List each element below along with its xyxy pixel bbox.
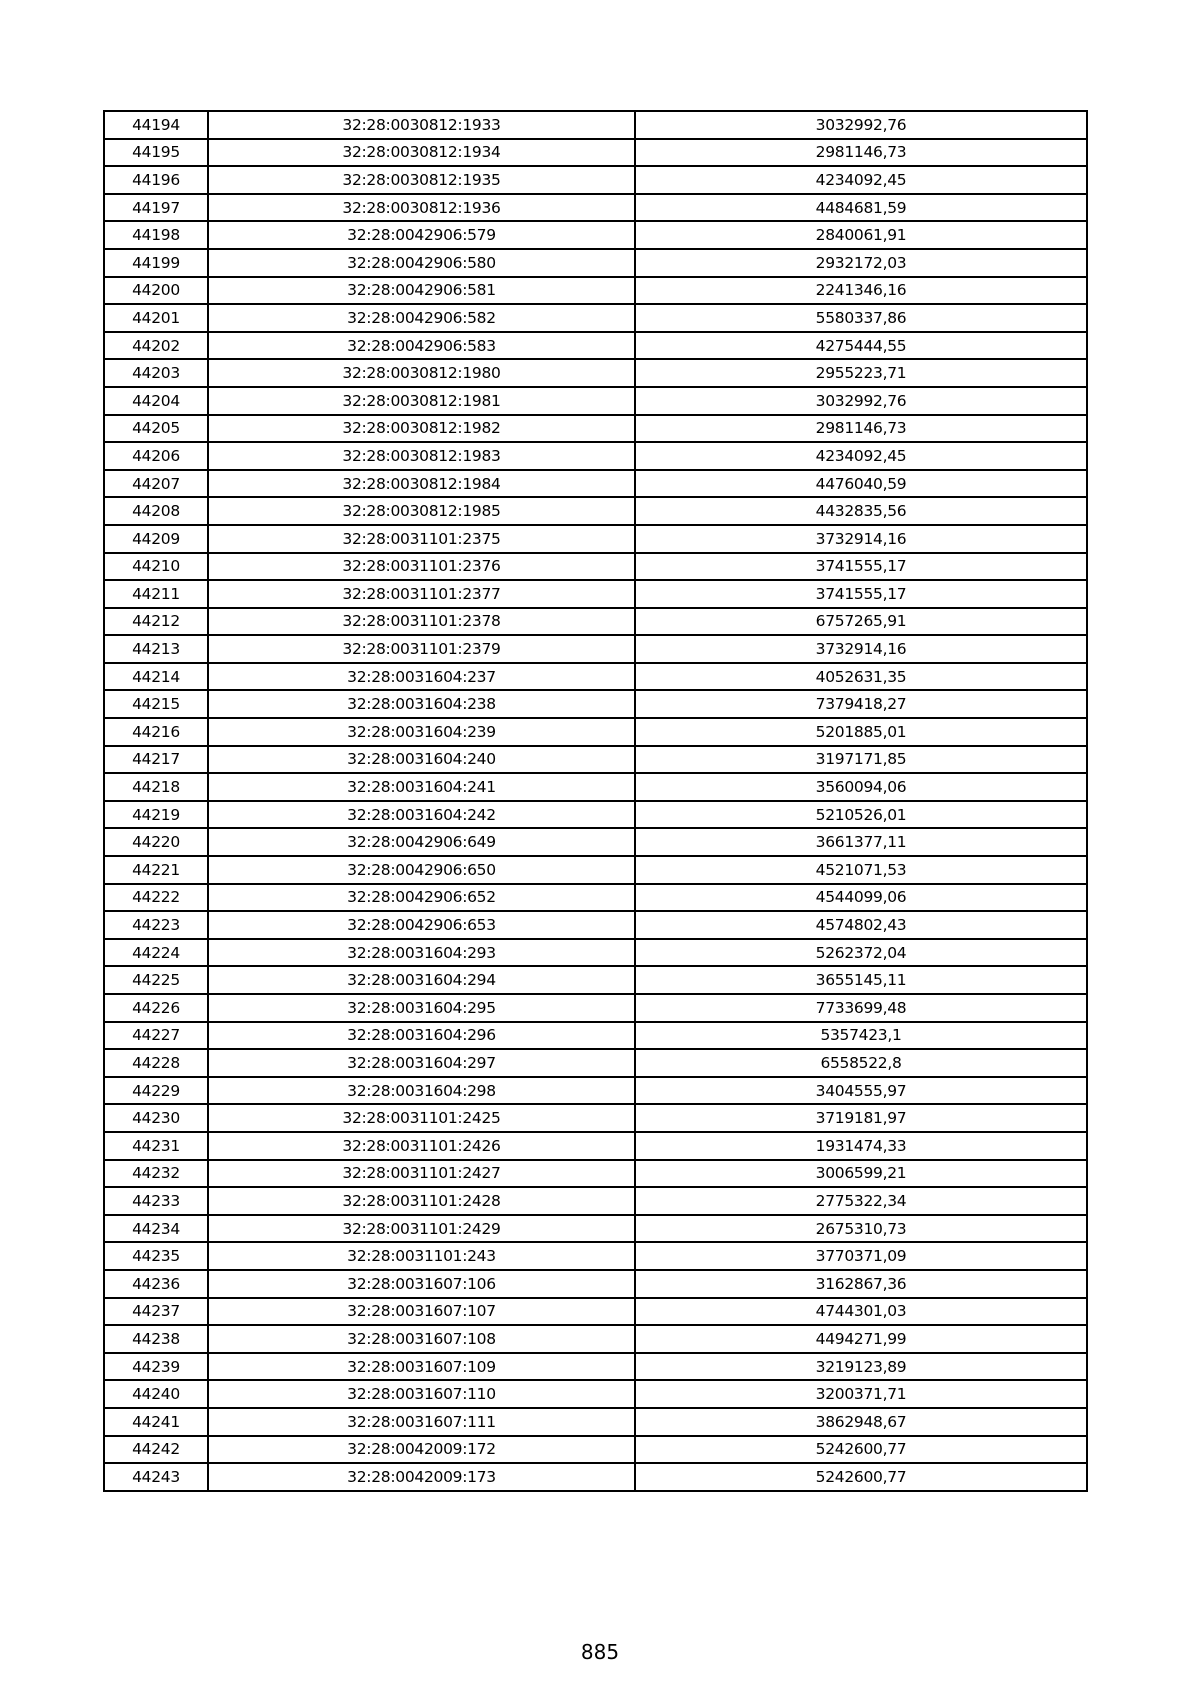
row-number-cell: 44224 [104,939,208,967]
cadastral-value-cell: 4494271,99 [635,1325,1087,1353]
cadastral-number-cell: 32:28:0042906:579 [208,221,635,249]
row-number-cell: 44203 [104,359,208,387]
table-row [104,911,1087,939]
cadastral-number-cell: 32:28:0031604:297 [208,1049,635,1077]
row-number-cell: 44201 [104,304,208,332]
cadastral-number-cell: 32:28:0031604:241 [208,773,635,801]
cadastral-number-cell: 32:28:0031607:111 [208,1408,635,1436]
table-row [104,442,1087,470]
table-row [104,1187,1087,1215]
cadastral-number-cell: 32:28:0031604:294 [208,966,635,994]
row-number-cell: 44214 [104,663,208,691]
row-number-cell: 44206 [104,442,208,470]
row-number-cell: 44194 [104,111,208,139]
table-body [104,111,1087,1491]
table-row [104,553,1087,581]
cadastral-number-cell: 32:28:0030812:1980 [208,359,635,387]
cadastral-value-cell: 2955223,71 [635,359,1087,387]
table-row [104,470,1087,498]
cadastral-number-cell: 32:28:0031604:296 [208,1022,635,1050]
cadastral-value-cell: 4544099,06 [635,884,1087,912]
cadastral-value-cell: 3006599,21 [635,1160,1087,1188]
cadastral-number-cell: 32:28:0031607:110 [208,1380,635,1408]
row-number-cell: 44232 [104,1160,208,1188]
cadastral-value-cell: 3162867,36 [635,1270,1087,1298]
cadastral-value-cell: 4432835,56 [635,497,1087,525]
cadastral-number-cell: 32:28:0031101:2429 [208,1215,635,1243]
cadastral-number-cell: 32:28:0031604:298 [208,1077,635,1105]
row-number-cell: 44207 [104,470,208,498]
cadastral-value-cell: 2840061,91 [635,221,1087,249]
row-number-cell: 44226 [104,994,208,1022]
table-row [104,1325,1087,1353]
cadastral-number-cell: 32:28:0031607:109 [208,1353,635,1381]
table-row [104,277,1087,305]
table-row [104,249,1087,277]
cadastral-value-cell: 5357423,1 [635,1022,1087,1050]
row-number-cell: 44204 [104,387,208,415]
row-number-cell: 44209 [104,525,208,553]
table-row [104,497,1087,525]
table-row [104,221,1087,249]
cadastral-value-cell: 3655145,11 [635,966,1087,994]
cadastral-value-cell: 3719181,97 [635,1104,1087,1132]
cadastral-number-cell: 32:28:0030812:1981 [208,387,635,415]
row-number-cell: 44239 [104,1353,208,1381]
table-row [104,1022,1087,1050]
cadastral-number-cell: 32:28:0031101:2378 [208,608,635,636]
cadastral-number-cell: 32:28:0031604:237 [208,663,635,691]
cadastral-value-cell: 1931474,33 [635,1132,1087,1160]
cadastral-value-cell: 5210526,01 [635,801,1087,829]
row-number-cell: 44215 [104,690,208,718]
cadastral-value-cell: 4521071,53 [635,856,1087,884]
cadastral-number-cell: 32:28:0031101:2427 [208,1160,635,1188]
cadastral-number-cell: 32:28:0030812:1983 [208,442,635,470]
row-number-cell: 44210 [104,553,208,581]
cadastral-value-cell: 4234092,45 [635,166,1087,194]
row-number-cell: 44222 [104,884,208,912]
cadastral-value-cell: 3661377,11 [635,828,1087,856]
table-row [104,359,1087,387]
cadastral-number-cell: 32:28:0030812:1984 [208,470,635,498]
row-number-cell: 44219 [104,801,208,829]
table-row [104,1242,1087,1270]
cadastral-value-cell: 2241346,16 [635,277,1087,305]
row-number-cell: 44220 [104,828,208,856]
table-row [104,608,1087,636]
table-row [104,746,1087,774]
cadastral-number-cell: 32:28:0031101:2428 [208,1187,635,1215]
cadastral-number-cell: 32:28:0031607:107 [208,1298,635,1326]
row-number-cell: 44234 [104,1215,208,1243]
cadastral-value-cell: 7379418,27 [635,690,1087,718]
row-number-cell: 44195 [104,139,208,167]
table-row [104,166,1087,194]
row-number-cell: 44242 [104,1436,208,1464]
row-number-cell: 44238 [104,1325,208,1353]
cadastral-value-cell: 3770371,09 [635,1242,1087,1270]
row-number-cell: 44216 [104,718,208,746]
cadastral-number-cell: 32:28:0031101:2377 [208,580,635,608]
cadastral-number-cell: 32:28:0042906:652 [208,884,635,912]
row-number-cell: 44196 [104,166,208,194]
row-number-cell: 44231 [104,1132,208,1160]
cadastral-number-cell: 32:28:0042906:581 [208,277,635,305]
cadastral-value-cell: 4275444,55 [635,332,1087,360]
cadastral-number-cell: 32:28:0031604:239 [208,718,635,746]
cadastral-number-cell: 32:28:0031101:2376 [208,553,635,581]
cadastral-number-cell: 32:28:0031604:238 [208,690,635,718]
row-number-cell: 44202 [104,332,208,360]
row-number-cell: 44237 [104,1298,208,1326]
row-number-cell: 44227 [104,1022,208,1050]
table-row [104,1215,1087,1243]
row-number-cell: 44243 [104,1463,208,1491]
table-row [104,1049,1087,1077]
cadastral-number-cell: 32:28:0030812:1936 [208,194,635,222]
row-number-cell: 44211 [104,580,208,608]
table-row [104,1380,1087,1408]
row-number-cell: 44212 [104,608,208,636]
cadastral-value-cell: 4574802,43 [635,911,1087,939]
table-row [104,111,1087,139]
row-number-cell: 44235 [104,1242,208,1270]
cadastral-number-cell: 32:28:0042906:650 [208,856,635,884]
cadastral-value-cell: 3560094,06 [635,773,1087,801]
table-row [104,139,1087,167]
table-row [104,1408,1087,1436]
cadastral-value-table [103,110,1088,1492]
cadastral-value-cell: 3404555,97 [635,1077,1087,1105]
cadastral-number-cell: 32:28:0031101:2426 [208,1132,635,1160]
cadastral-value-cell: 3032992,76 [635,387,1087,415]
table-row [104,718,1087,746]
cadastral-value-cell: 5242600,77 [635,1436,1087,1464]
cadastral-number-cell: 32:28:0031607:106 [208,1270,635,1298]
cadastral-value-cell: 5580337,86 [635,304,1087,332]
row-number-cell: 44233 [104,1187,208,1215]
row-number-cell: 44200 [104,277,208,305]
row-number-cell: 44228 [104,1049,208,1077]
cadastral-number-cell: 32:28:0042906:580 [208,249,635,277]
row-number-cell: 44229 [104,1077,208,1105]
table-row [104,828,1087,856]
cadastral-value-cell: 3741555,17 [635,580,1087,608]
cadastral-value-cell: 3732914,16 [635,525,1087,553]
cadastral-number-cell: 32:28:0030812:1985 [208,497,635,525]
table-row [104,194,1087,222]
cadastral-number-cell: 32:28:0042906:582 [208,304,635,332]
cadastral-number-cell: 32:28:0031607:108 [208,1325,635,1353]
row-number-cell: 44225 [104,966,208,994]
cadastral-number-cell: 32:28:0042009:172 [208,1436,635,1464]
table-row [104,663,1087,691]
table-row [104,1463,1087,1491]
row-number-cell: 44240 [104,1380,208,1408]
cadastral-value-cell: 3197171,85 [635,746,1087,774]
cadastral-number-cell: 32:28:0042009:173 [208,1463,635,1491]
table-row [104,1270,1087,1298]
row-number-cell: 44236 [104,1270,208,1298]
cadastral-value-cell: 6558522,8 [635,1049,1087,1077]
cadastral-number-cell: 32:28:0030812:1933 [208,111,635,139]
cadastral-number-cell: 32:28:0031101:2425 [208,1104,635,1132]
cadastral-value-cell: 5262372,04 [635,939,1087,967]
cadastral-value-cell: 2775322,34 [635,1187,1087,1215]
table-row [104,332,1087,360]
cadastral-number-cell: 32:28:0042906:653 [208,911,635,939]
cadastral-value-cell: 2675310,73 [635,1215,1087,1243]
table-row [104,415,1087,443]
cadastral-value-cell: 5242600,77 [635,1463,1087,1491]
cadastral-value-cell: 2932172,03 [635,249,1087,277]
cadastral-number-cell: 32:28:0042906:649 [208,828,635,856]
cadastral-number-cell: 32:28:0031101:243 [208,1242,635,1270]
table-row [104,1132,1087,1160]
table-row [104,1353,1087,1381]
cadastral-value-cell: 3741555,17 [635,553,1087,581]
table-row [104,1298,1087,1326]
table-row [104,773,1087,801]
cadastral-value-cell: 4484681,59 [635,194,1087,222]
cadastral-value-cell: 2981146,73 [635,415,1087,443]
cadastral-value-cell: 3219123,89 [635,1353,1087,1381]
table-row [104,1077,1087,1105]
table-row [104,690,1087,718]
cadastral-value-cell: 4744301,03 [635,1298,1087,1326]
cadastral-number-cell: 32:28:0031604:242 [208,801,635,829]
table-row [104,1160,1087,1188]
row-number-cell: 44205 [104,415,208,443]
page-number: 885 [580,1640,620,1664]
row-number-cell: 44241 [104,1408,208,1436]
cadastral-value-cell: 3862948,67 [635,1408,1087,1436]
row-number-cell: 44223 [104,911,208,939]
cadastral-number-cell: 32:28:0031101:2375 [208,525,635,553]
table-row [104,939,1087,967]
cadastral-value-cell: 4476040,59 [635,470,1087,498]
row-number-cell: 44230 [104,1104,208,1132]
cadastral-value-cell: 4052631,35 [635,663,1087,691]
table-row [104,994,1087,1022]
row-number-cell: 44217 [104,746,208,774]
row-number-cell: 44198 [104,221,208,249]
cadastral-number-cell: 32:28:0031101:2379 [208,635,635,663]
cadastral-number-cell: 32:28:0030812:1934 [208,139,635,167]
table-row [104,884,1087,912]
table-row [104,525,1087,553]
table-row [104,856,1087,884]
table-row [104,966,1087,994]
cadastral-number-cell: 32:28:0042906:583 [208,332,635,360]
cadastral-value-cell: 3200371,71 [635,1380,1087,1408]
cadastral-value-cell: 3732914,16 [635,635,1087,663]
cadastral-value-cell: 7733699,48 [635,994,1087,1022]
cadastral-number-cell: 32:28:0031604:293 [208,939,635,967]
row-number-cell: 44218 [104,773,208,801]
table-row [104,1436,1087,1464]
table-row [104,304,1087,332]
row-number-cell: 44208 [104,497,208,525]
cadastral-value-cell: 4234092,45 [635,442,1087,470]
cadastral-value-cell: 6757265,91 [635,608,1087,636]
cadastral-value-cell: 2981146,73 [635,139,1087,167]
cadastral-number-cell: 32:28:0031604:240 [208,746,635,774]
table-row [104,580,1087,608]
row-number-cell: 44221 [104,856,208,884]
cadastral-value-cell: 3032992,76 [635,111,1087,139]
row-number-cell: 44213 [104,635,208,663]
table-row [104,1104,1087,1132]
cadastral-value-cell: 5201885,01 [635,718,1087,746]
cadastral-number-cell: 32:28:0030812:1982 [208,415,635,443]
cadastral-number-cell: 32:28:0030812:1935 [208,166,635,194]
table-row [104,635,1087,663]
cadastral-number-cell: 32:28:0031604:295 [208,994,635,1022]
table-row [104,801,1087,829]
table-row [104,387,1087,415]
row-number-cell: 44197 [104,194,208,222]
row-number-cell: 44199 [104,249,208,277]
